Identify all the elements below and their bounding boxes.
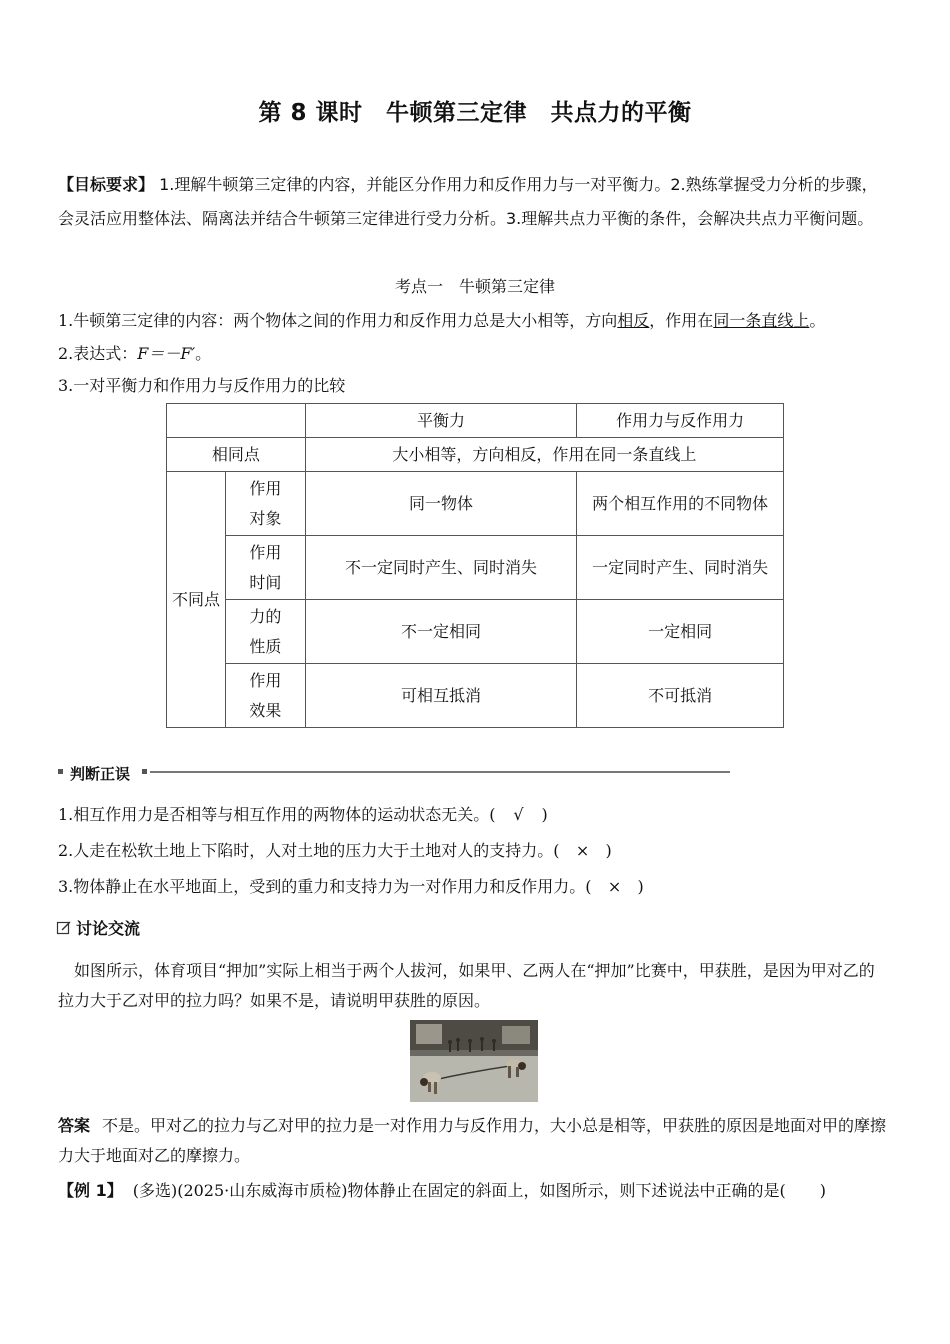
cell-reaction: 一定同时产生、同时消失 <box>577 536 784 600</box>
example-close: ) <box>819 1181 826 1200</box>
compare-title: 3.一对平衡力和作用力与反作用力的比较 <box>58 376 346 395</box>
law-statement <box>58 308 825 331</box>
cell-balance: 同一物体 <box>305 472 577 536</box>
answer-paragraph <box>58 1111 888 1171</box>
table-header-row <box>167 404 784 438</box>
goal-requirements <box>58 168 888 236</box>
row-label: 作用 对象 <box>225 472 305 536</box>
discussion-header <box>56 916 140 939</box>
section-heading: 考点一 牛顿第三定律 <box>394 277 555 296</box>
cell-balance: 可相互抵消 <box>305 664 577 728</box>
square-bullet-icon <box>142 769 147 774</box>
row-label: 作用 效果 <box>225 664 305 728</box>
table-row <box>167 664 784 728</box>
divider <box>150 771 730 773</box>
law-prefix: 1.牛顿第三定律的内容：两个物体之间的作用力和反作用力总是大小相等，方向 <box>58 311 618 330</box>
example-text: (多选)(2025·山东威海市质检)物体静止在固定的斜面上，如图所示，则下述说法中正确的是( <box>132 1181 786 1200</box>
table-row-same <box>167 438 784 472</box>
law-blank-direction: 相反 <box>617 311 650 330</box>
judge-mark: × <box>607 877 622 896</box>
row-label: 力的 性质 <box>225 600 305 664</box>
header-action-reaction: 作用力与反作用力 <box>577 404 784 438</box>
same-label: 相同点 <box>167 438 306 472</box>
judge-section-header <box>58 763 730 781</box>
row-label: 作用 时间 <box>225 536 305 600</box>
goal-tag: 【目标要求】 <box>58 175 155 194</box>
table-corner <box>167 404 306 438</box>
edit-note-icon <box>56 920 72 936</box>
expr-suffix: 。 <box>195 344 212 363</box>
example-tag: 【例 1】 <box>58 1181 123 1200</box>
tug-of-war-photo <box>410 1020 538 1102</box>
discussion-question: 如图所示，体育项目“押加”实际上相当于两个人拔河，如果甲、乙两人在“押加”比赛中，甲获胜，是因为甲对乙的拉力大于乙对甲的拉力吗？如果不是，请说明甲获胜的原因。 <box>58 961 875 1010</box>
answer-tag: 答案 <box>58 1116 91 1135</box>
law-suffix: 。 <box>809 311 826 330</box>
judge-item: 2.人走在松软土地上下陷时，人对土地的压力大于土地对人的支持力。( × ) <box>58 841 612 860</box>
square-bullet-icon <box>58 769 63 774</box>
expr-prefix: 2.表达式： <box>58 344 138 363</box>
diff-label: 不同点 <box>167 472 226 728</box>
judge-label: 判断正误 <box>70 765 131 783</box>
same-value: 大小相等，方向相反，作用在同一条直线上 <box>305 438 783 472</box>
header-balance-force: 平衡力 <box>305 404 577 438</box>
cell-reaction: 不可抵消 <box>577 664 784 728</box>
goal-text: 1.理解牛顿第三定律的内容，并能区分作用力和反作用力与一对平衡力。2.熟练掌握受力分析的步骤，会灵活应用整体法、隔离法并结合牛顿第三定律进行受力分析。3.理解共点力平衡的条件，会解决共点力平衡问题。 <box>58 175 878 228</box>
answer-text: 不是。甲对乙的拉力与乙对甲的拉力是一对作用力与反作用力，大小总是相等，甲获胜的原因是地面对甲的摩擦力大于地面对乙的摩擦力。 <box>58 1116 887 1165</box>
cell-balance: 不一定相同 <box>305 600 577 664</box>
expression-line <box>58 341 211 364</box>
law-blank-line: 同一条直线上 <box>713 311 810 330</box>
judge-item: 1.相互作用力是否相等与相互作用的两物体的运动状态无关。( √ ) <box>58 805 548 824</box>
comparison-table <box>166 403 784 728</box>
table-row <box>167 472 784 536</box>
law-mid: ，作用在 <box>649 311 714 330</box>
judge-mark: √ <box>513 805 524 824</box>
page-title: 第 8 课时 牛顿第三定律 共点力的平衡 <box>258 100 692 126</box>
judge-mark: × <box>575 841 590 860</box>
judge-item: 3.物体静止在水平地面上，受到的重力和支持力为一对作用力和反作用力。( × ) <box>58 877 644 896</box>
cell-reaction: 两个相互作用的不同物体 <box>577 472 784 536</box>
cell-reaction: 一定相同 <box>577 600 784 664</box>
expr-formula: F＝－F′ <box>137 344 196 363</box>
table-row <box>167 600 784 664</box>
discussion-label: 讨论交流 <box>76 919 141 938</box>
example-line <box>58 1178 888 1201</box>
table-row <box>167 536 784 600</box>
cell-balance: 不一定同时产生、同时消失 <box>305 536 577 600</box>
